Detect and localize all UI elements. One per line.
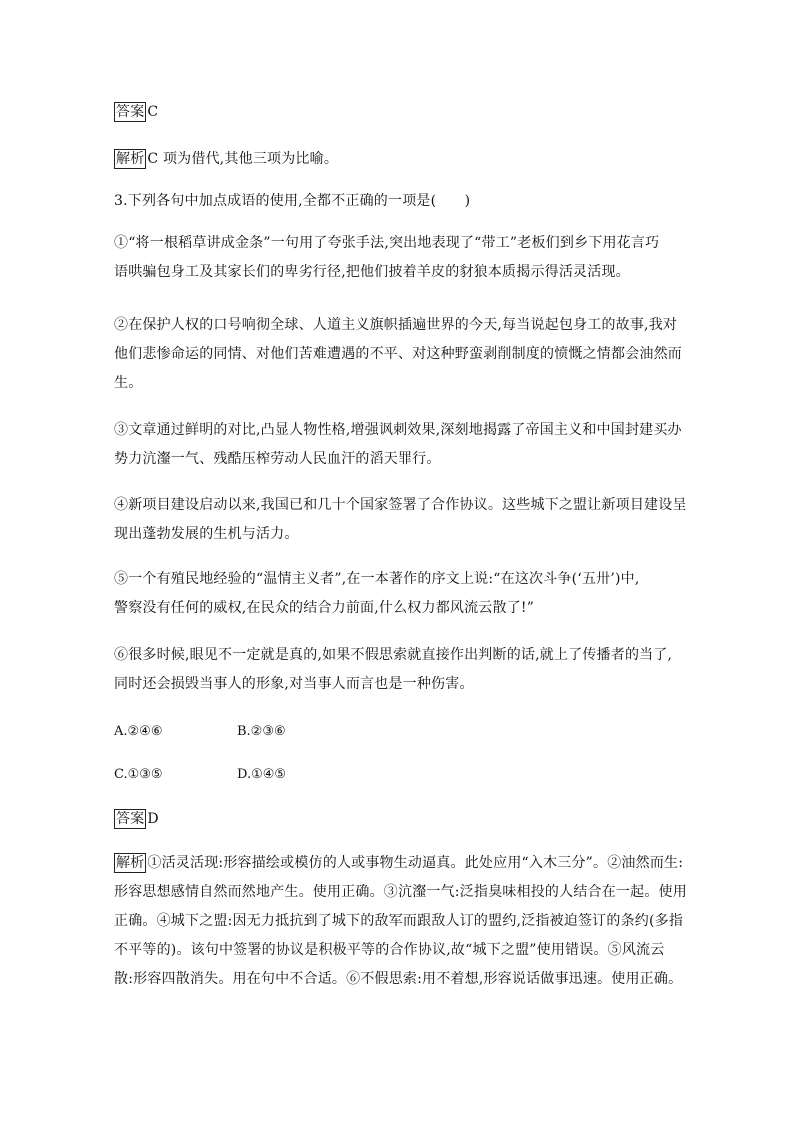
answer-tag: 答案 (116, 104, 145, 120)
option-a: A.②④⑥ (114, 724, 163, 739)
q2-answer (114, 98, 680, 127)
sentence-3: ③文章通过鲜明的对比,凸显人物性格,增强讽刺效果,深刻地揭露了帝国主义和中国封建买办 势力沆瀣一气、残酷压榨劳动人民血汗的滔天罪行。 (114, 422, 682, 467)
q3-analysis: 解析 ①活灵活现:形容描绘或模仿的人或事物生动逼真。此处应用“入木三分”。②油然而生: 形容思想感情自然而然地产生。使用正确。③沆瀣一气:泛指臭味相投的人结合在一起。使用 正确。④城下之盟:因无力抵抗到了城下的敌军而跟敌人订的盟约,泛指被迫签订的条约(多指 不平等的)。该句中签署的协议是积极平等的合作协议,故“城下之盟”使用错误。⑤风流云 散:形容四散消失。用在句中不合适。⑥不假思索:用不着想,形容说话做事迅速。使用正确。 (114, 855, 687, 987)
analysis-tag: 解析 (116, 855, 145, 871)
sentence-5: ⑤一个有殖民地经验的“温情主义者”,在一本著作的序文上说:“在这次斗争(‘五卅’)中, 警察没有任何的威权,在民众的结合力前面,什么权力都风流云散了!” (114, 571, 640, 616)
sentence-4: ④新项目建设启动以来,我国已和几十个国家签署了合作协议。这些城下之盟让新项目建设呈 现出蓬勃发展的生机与活力。 (114, 497, 687, 542)
q3-answer (114, 805, 680, 834)
option-d: D.①④⑤ (237, 767, 287, 782)
sentence-6: ⑥很多时候,眼见不一定就是真的,如果不假思索就直接作出判断的话,就上了传播者的当了, 同时还会损毁当事人的形象,对当事人而言也是一种伤害。 (114, 647, 673, 692)
answer-tag: 答案 (116, 811, 145, 827)
answer-value: C (147, 104, 159, 120)
analysis-text: C 项为借代,其他三项为比喻。 (147, 151, 339, 167)
q2-analysis (114, 145, 680, 174)
sentence-2: ②在保护人权的口号响彻全球、人道主义旗帜插遍世界的今天,每当说起包身工的故事,我对 他们悲惨命运的同情、对他们苦难遭遇的不平、对这种野蛮剥削制度的愤慨之情都会油然而 生。 (114, 317, 682, 391)
option-c: C.①③⑤ (114, 767, 163, 782)
answer-value: D (147, 811, 159, 827)
question-stem: 3.下列各句中加点成语的使用,全都不正确的一项是( ) (114, 193, 471, 209)
sentence-1: ①“将一根稻草讲成金条”一句用了夸张手法,突出地表现了“带工”老板们到乡下用花言巧 语哄骗包身工及其家长们的卑劣行径,把他们披着羊皮的豺狼本质揭示得活灵活现。 (114, 235, 660, 280)
analysis-tag: 解析 (116, 151, 145, 167)
option-b: B.②③⑥ (237, 724, 286, 739)
